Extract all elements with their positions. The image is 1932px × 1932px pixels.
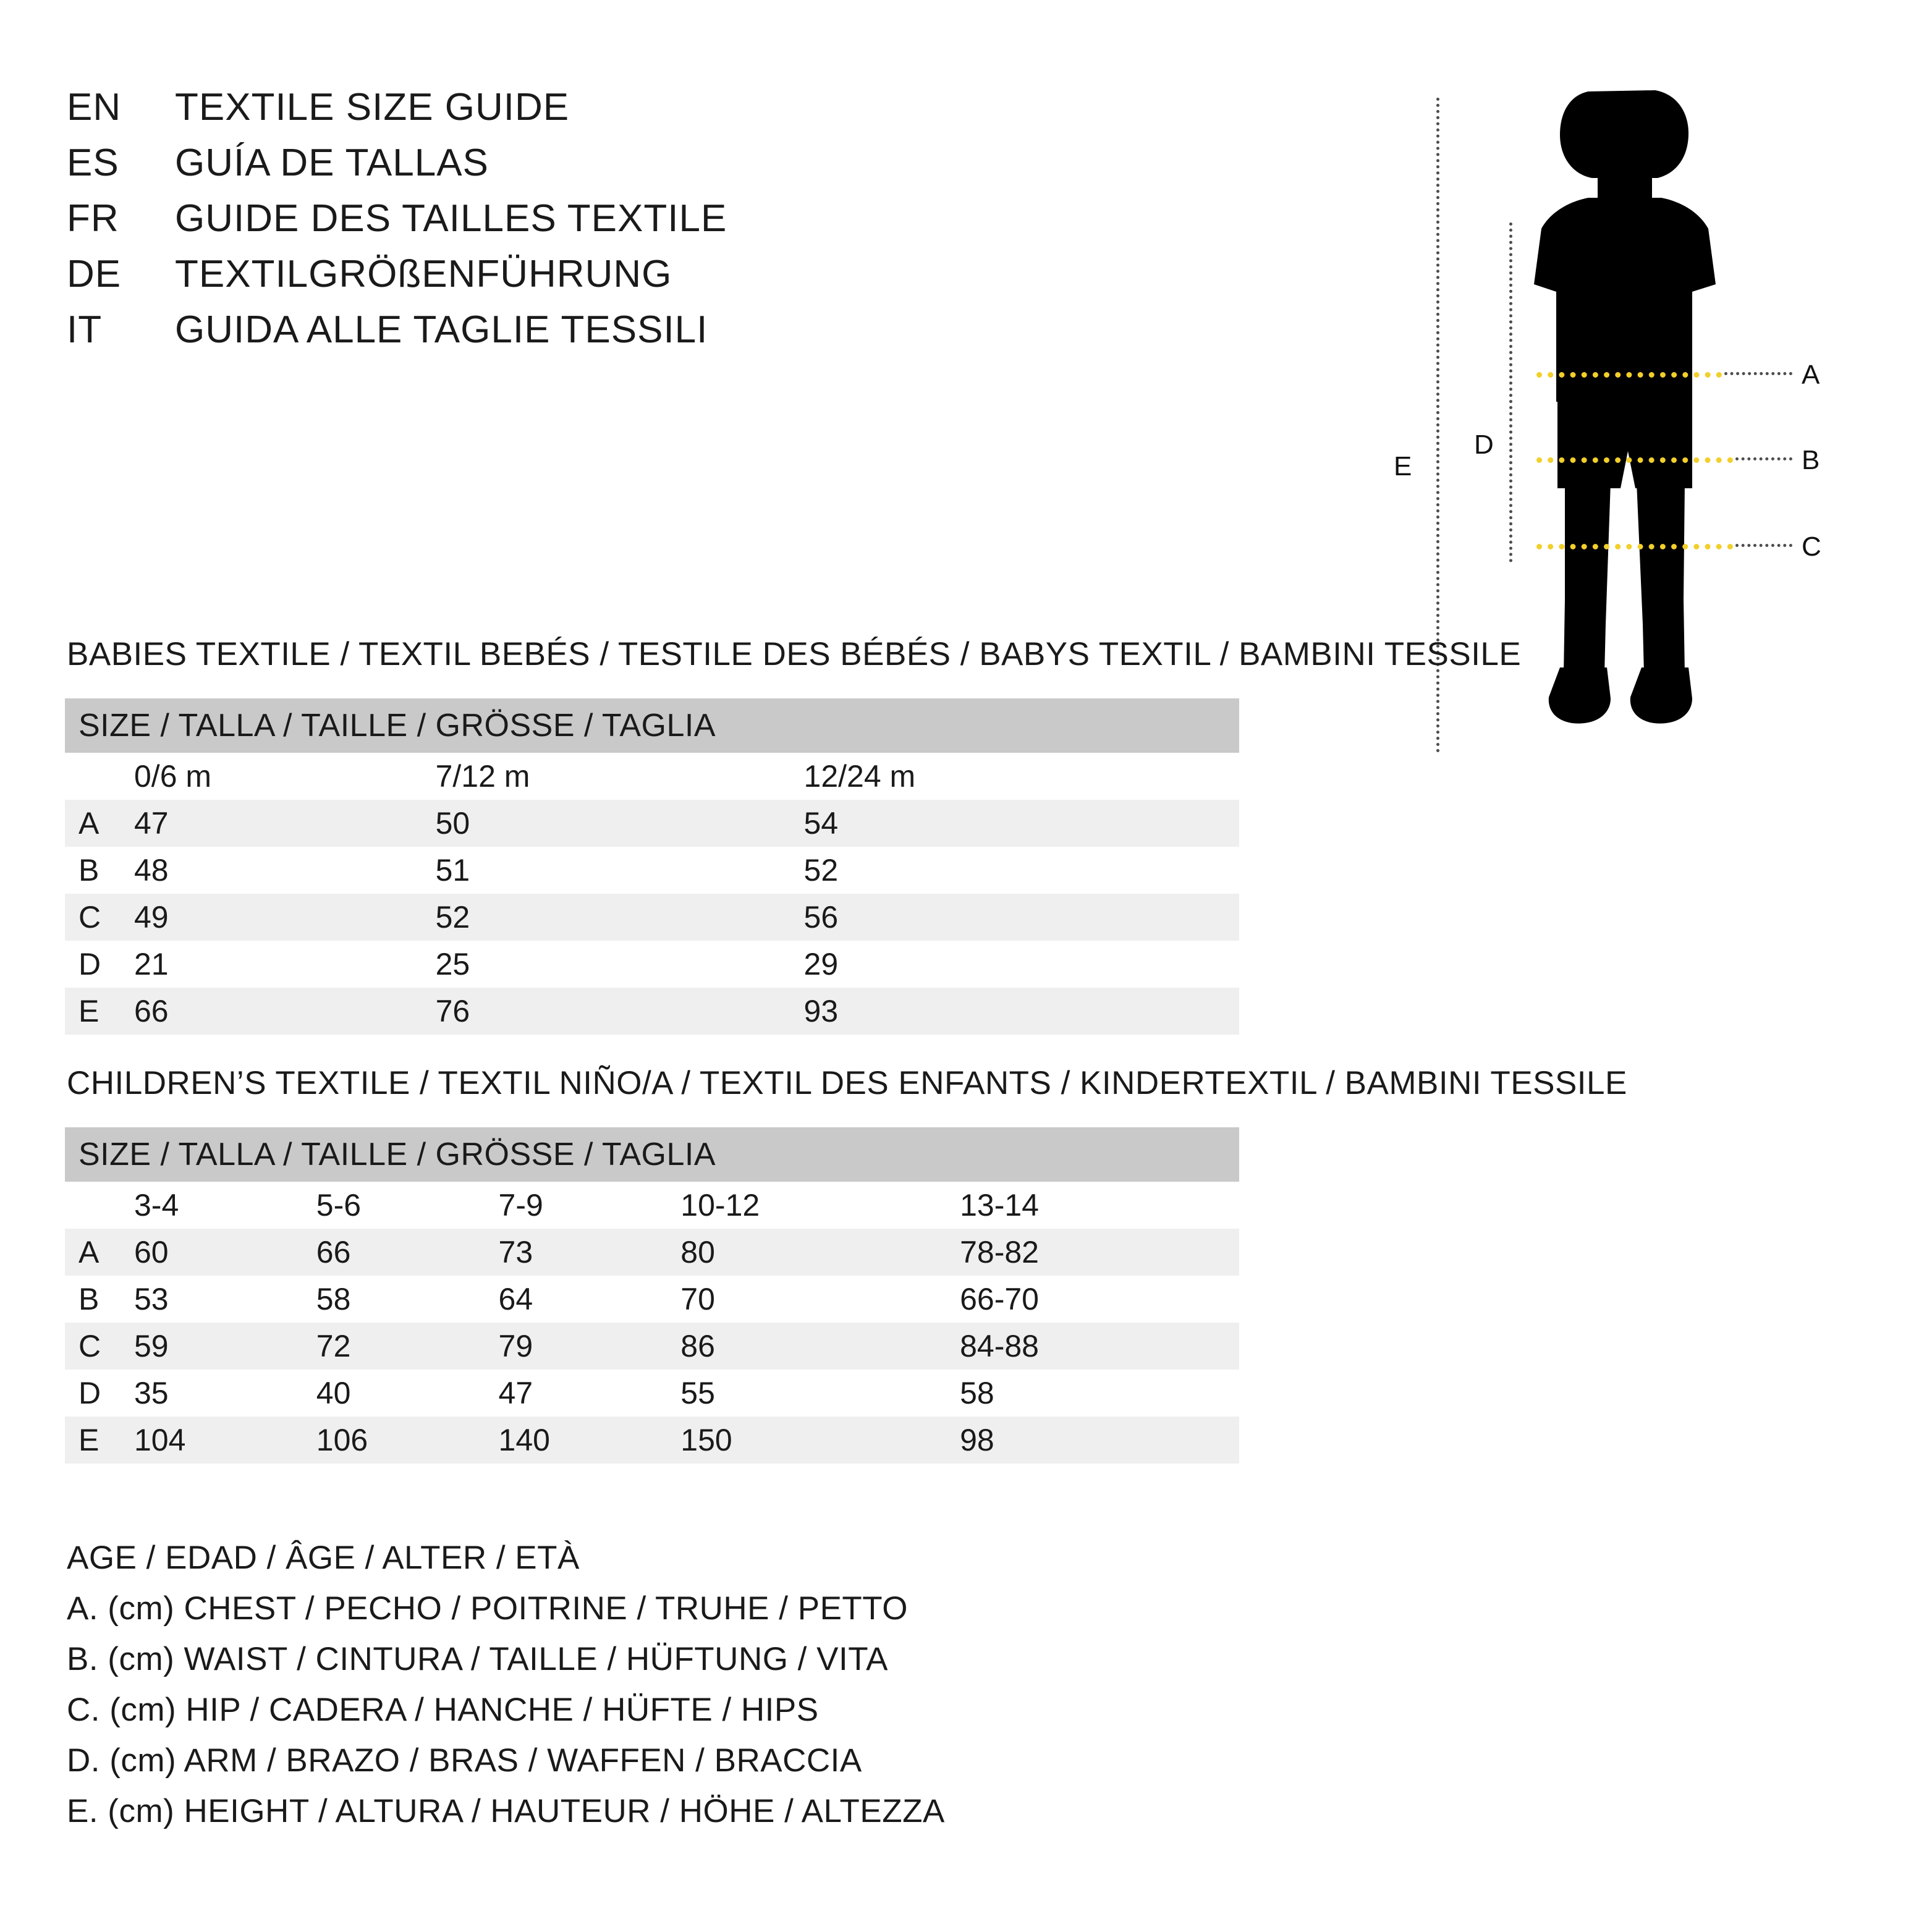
children-section-title: CHILDREN’S TEXTILE / TEXTIL NIÑO/A / TEXTIL DES ENFANTS / KINDERTEXTIL / BAMBINI TESSILE: [67, 1065, 1627, 1101]
cell-value: 55: [680, 1370, 960, 1417]
row-label: C: [65, 894, 134, 941]
cell-value: 54: [804, 800, 1239, 847]
cell-value: 84-88: [960, 1323, 1239, 1370]
legend-line: C. (cm) HIP / CADERA / HANCHE / HÜFTE / HIPS: [67, 1692, 819, 1728]
cell-value: 86: [680, 1323, 960, 1370]
cell-value: 47: [499, 1370, 681, 1417]
cell-value: 56: [804, 894, 1239, 941]
diagram-label-c: C: [1802, 532, 1821, 562]
cell-value: 76: [436, 988, 804, 1035]
legend-line: D. (cm) ARM / BRAZO / BRAS / WAFFEN / BRACCIA: [67, 1742, 862, 1779]
waist-measure-line: [1536, 457, 1733, 463]
cell-value: 51: [436, 847, 804, 894]
table-row: [65, 1370, 1239, 1417]
size-column-header: 7-9: [499, 1182, 681, 1229]
diagram-label-e: E: [1394, 451, 1412, 481]
table-row: [65, 894, 1239, 941]
cell-value: 140: [499, 1417, 681, 1464]
cell-value: 73: [499, 1229, 681, 1276]
language-code: IT: [67, 308, 103, 351]
legend-line: A. (cm) CHEST / PECHO / POITRINE / TRUHE / PETTO: [67, 1590, 908, 1627]
hip-measure-line: [1536, 544, 1733, 549]
size-column-header: 3-4: [134, 1182, 316, 1229]
language-code: ES: [67, 142, 119, 184]
cell-value: 72: [316, 1323, 499, 1370]
babies-size-table: [65, 698, 1239, 1035]
language-title-list: [67, 85, 727, 363]
cell-value: 21: [134, 941, 436, 988]
cell-value: 66-70: [960, 1276, 1239, 1323]
size-column-header: 10-12: [680, 1182, 960, 1229]
language-row: [67, 197, 727, 252]
row-label: A: [65, 800, 134, 847]
language-row: [67, 252, 727, 308]
cell-value: 35: [134, 1370, 316, 1417]
row-label: A: [65, 1229, 134, 1276]
table-header-row: [65, 698, 1239, 753]
measurement-legend: [67, 1539, 945, 1843]
cell-value: 66: [134, 988, 436, 1035]
row-label: D: [65, 1370, 134, 1417]
cell-value: 25: [436, 941, 804, 988]
cell-value: 48: [134, 847, 436, 894]
cell-value: 53: [134, 1276, 316, 1323]
language-title: GUÍA DE TALLAS: [175, 142, 489, 184]
row-label: C: [65, 1323, 134, 1370]
size-column-header: 0/6 m: [134, 753, 436, 800]
row-label: B: [65, 1276, 134, 1323]
size-column-header: 12/24 m: [804, 753, 1239, 800]
table-row: [65, 800, 1239, 847]
table-row-sizes: [65, 1182, 1239, 1229]
empty-corner-cell: [65, 753, 134, 800]
table-row: [65, 1323, 1239, 1370]
table-row: [65, 988, 1239, 1035]
cell-value: 98: [960, 1417, 1239, 1464]
cell-value: 66: [316, 1229, 499, 1276]
table-header-row: [65, 1127, 1239, 1182]
language-title: GUIDE DES TAILLES TEXTILE: [175, 197, 727, 240]
cell-value: 49: [134, 894, 436, 941]
size-column-header: 5-6: [316, 1182, 499, 1229]
language-row: [67, 308, 727, 363]
child-silhouette-icon: [1496, 80, 1755, 748]
table-row-sizes: [65, 753, 1239, 800]
row-label: E: [65, 988, 134, 1035]
row-label: E: [65, 1417, 134, 1464]
diagram-label-a: A: [1802, 360, 1820, 390]
babies-section-title: BABIES TEXTILE / TEXTIL BEBÉS / TESTILE DES BÉBÉS / BABYS TEXTIL / BAMBINI TESSILE: [67, 636, 1522, 672]
cell-value: 52: [436, 894, 804, 941]
diagram-label-d: D: [1474, 430, 1494, 460]
babies-table-header: SIZE / TALLA / TAILLE / GRÖSSE / TAGLIA: [65, 698, 1239, 753]
children-table-header: SIZE / TALLA / TAILLE / GRÖSSE / TAGLIA: [65, 1127, 1239, 1182]
cell-value: 58: [960, 1370, 1239, 1417]
cell-value: 58: [316, 1276, 499, 1323]
legend-line: E. (cm) HEIGHT / ALTURA / HAUTEUR / HÖHE / ALTEZZA: [67, 1793, 945, 1829]
table-row: [65, 1417, 1239, 1464]
size-column-header: 7/12 m: [436, 753, 804, 800]
language-code: DE: [67, 253, 122, 295]
cell-value: 52: [804, 847, 1239, 894]
table-row: [65, 847, 1239, 894]
table-row: [65, 1229, 1239, 1276]
row-label: B: [65, 847, 134, 894]
row-label: D: [65, 941, 134, 988]
chest-leader-line: [1724, 372, 1792, 375]
table-row: [65, 941, 1239, 988]
language-title: TEXTILGRÖßENFÜHRUNG: [175, 253, 672, 295]
cell-value: 78-82: [960, 1229, 1239, 1276]
cell-value: 150: [680, 1417, 960, 1464]
chest-measure-line: [1536, 372, 1722, 378]
cell-value: 79: [499, 1323, 681, 1370]
cell-value: 93: [804, 988, 1239, 1035]
language-code: FR: [67, 197, 119, 240]
cell-value: 80: [680, 1229, 960, 1276]
diagram-label-b: B: [1802, 445, 1820, 475]
cell-value: 104: [134, 1417, 316, 1464]
legend-line: AGE / EDAD / ÂGE / ALTER / ETÀ: [67, 1540, 580, 1576]
cell-value: 106: [316, 1417, 499, 1464]
language-row: [67, 141, 727, 197]
legend-line: B. (cm) WAIST / CINTURA / TAILLE / HÜFTUNG / VITA: [67, 1641, 889, 1677]
size-column-header: 13-14: [960, 1182, 1239, 1229]
language-title: GUIDA ALLE TAGLIE TESSILI: [175, 308, 708, 351]
cell-value: 60: [134, 1229, 316, 1276]
children-size-table: [65, 1127, 1239, 1464]
language-title: TEXTILE SIZE GUIDE: [175, 86, 570, 129]
language-code: EN: [67, 86, 122, 129]
cell-value: 50: [436, 800, 804, 847]
cell-value: 64: [499, 1276, 681, 1323]
cell-value: 29: [804, 941, 1239, 988]
cell-value: 70: [680, 1276, 960, 1323]
cell-value: 47: [134, 800, 436, 847]
cell-value: 40: [316, 1370, 499, 1417]
cell-value: 59: [134, 1323, 316, 1370]
language-row: [67, 85, 727, 141]
table-row: [65, 1276, 1239, 1323]
hip-leader-line: [1735, 544, 1792, 547]
empty-corner-cell: [65, 1182, 134, 1229]
waist-leader-line: [1735, 457, 1792, 460]
